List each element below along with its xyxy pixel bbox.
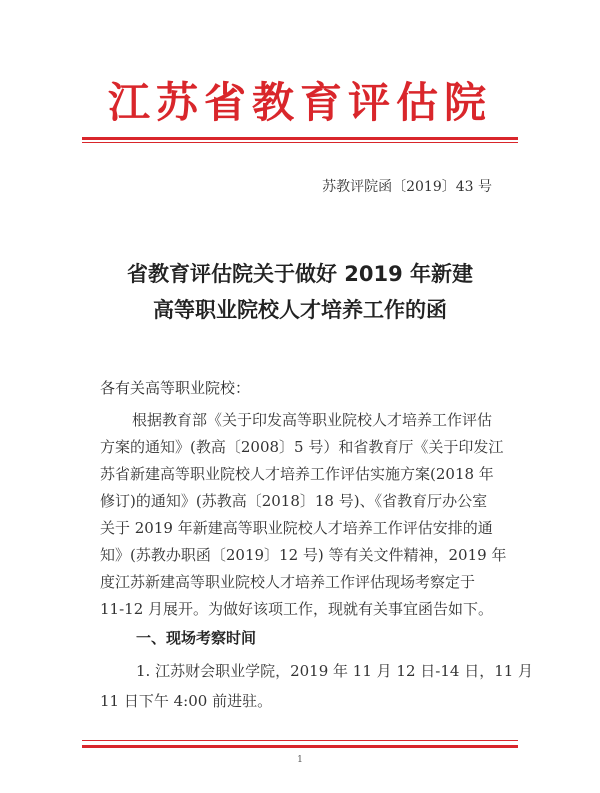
body-line: 方案的通知》(教高〔2008〕5 号）和省教育厅《关于印发江 bbox=[100, 438, 504, 456]
page-number: 1 bbox=[297, 755, 303, 765]
footer-rule-thick bbox=[82, 745, 518, 748]
body-line: 知》(苏教办职函〔2019〕12 号) 等有关文件精神，2019 年 bbox=[100, 546, 507, 564]
salutation: 各有关高等职业院校： bbox=[100, 379, 251, 397]
body-line: 苏省新建高等职业院校人才培养工作评估实施方案(2018 年 bbox=[100, 465, 494, 483]
item-line: 11 日下午 4:00 前进驻。 bbox=[100, 692, 273, 710]
section-heading: 一、现场考察时间 bbox=[136, 629, 257, 647]
footer-rule-thin bbox=[82, 740, 518, 741]
document-heading-line-1: 省教育评估院关于做好 2019 年新建 bbox=[126, 262, 474, 286]
body-line: 修订)的通知》(苏教高〔2018〕18 号)、《省教育厅办公室 bbox=[100, 492, 488, 510]
body-line: 根据教育部《关于印发高等职业院校人才培养工作评估 bbox=[132, 411, 493, 429]
document-heading-line-2: 高等职业院校人才培养工作的函 bbox=[153, 298, 447, 322]
document-number: 苏教评院函〔2019〕43 号 bbox=[322, 179, 492, 195]
body-line: 度江苏新建高等职业院校人才培养工作评估现场考察定于 bbox=[100, 573, 476, 591]
body-line: 11-12 月展开。为做好该项工作，现就有关事宜函告如下。 bbox=[100, 600, 494, 618]
organization-title: 江苏省教育评估院 bbox=[107, 78, 492, 127]
header-rule-thin bbox=[82, 142, 518, 143]
body-line: 关于 2019 年新建高等职业院校人才培养工作评估安排的通 bbox=[100, 519, 493, 537]
item-line: 1. 江苏财会职业学院，2019 年 11 月 12 日-14 日，11 月 bbox=[136, 662, 534, 680]
header-rule-thick bbox=[82, 137, 518, 140]
